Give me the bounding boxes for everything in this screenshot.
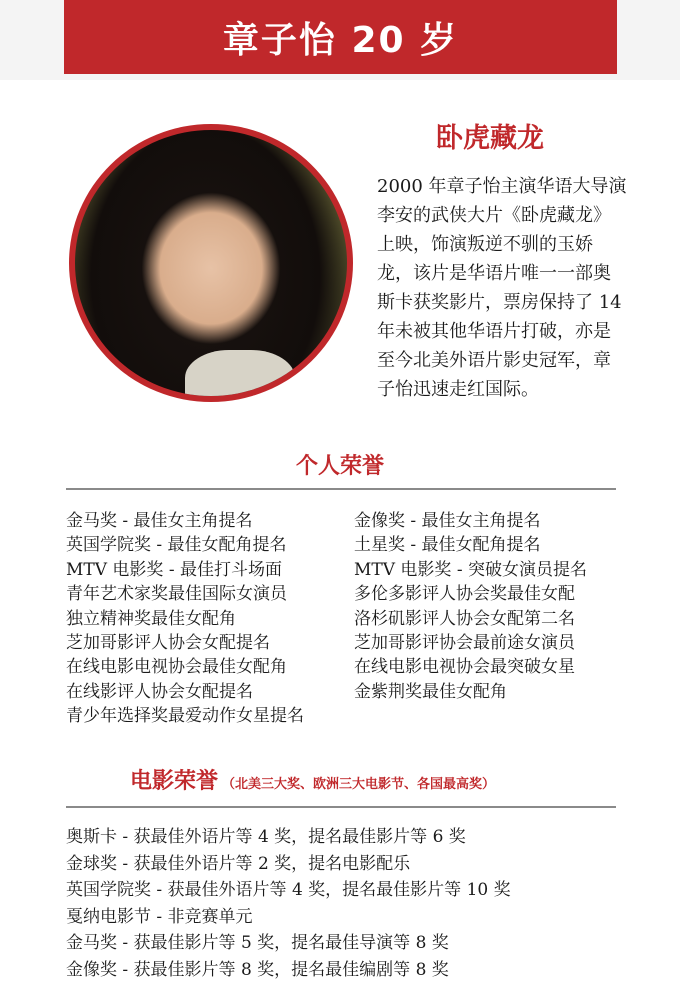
list-item: 多伦多影评人协会奖最佳女配 [354,582,587,606]
film-honors-list [66,824,511,983]
list-item: 青年艺术家奖最佳国际女演员 [66,582,304,606]
list-item: 金像奖 - 获最佳影片等 8 奖，提名最佳编剧等 8 奖 [66,957,511,983]
film-title: 卧虎藏龙 [380,116,600,155]
list-item: 戛纳电影节 - 非竞赛单元 [66,904,511,931]
film-honors-divider [66,806,616,808]
list-item: 土星奖 - 最佳女配角提名 [354,533,587,557]
film-honors-heading-group [130,764,495,795]
list-item: 在线电影电视协会最突破女星 [354,655,587,679]
list-item: 金马奖 - 最佳女主角提名 [66,509,304,533]
personal-honors-divider [66,488,616,490]
title-banner [64,0,617,74]
list-item: 在线电影电视协会最佳女配角 [66,655,304,679]
page-title: 章子怡 20 岁 [223,12,458,63]
list-item: 金紫荆奖最佳女配角 [354,680,587,704]
personal-honors-heading: 个人荣誉 [0,449,680,480]
list-item: 独立精神奖最佳女配角 [66,607,304,631]
list-item: MTV 电影奖 - 最佳打斗场面 [66,558,304,582]
list-item: 在线影评人协会女配提名 [66,680,304,704]
portrait-photo [69,124,353,402]
list-item: 金球奖 - 获最佳外语片等 2 奖，提名电影配乐 [66,851,511,878]
list-item: 英国学院奖 - 最佳女配角提名 [66,533,304,557]
list-item: 芝加哥影评人协会女配提名 [66,631,304,655]
film-honors-heading: 电影荣誉 [130,764,218,795]
personal-honors-left-list [66,509,304,729]
list-item: 青少年选择奖最爱动作女星提名 [66,704,304,728]
film-description: 2000 年章子怡主演华语大导演李安的武侠大片《卧虎藏龙》上映，饰演叛逆不驯的玉娇龙，该片是华语片唯一一部奥斯卡获奖影片，票房保持了 14 年未被其他华语片打破，亦是至今北美外语片影史冠军，章子怡迅速走红国际。 [377,172,627,404]
list-item: 芝加哥影评协会最前途女演员 [354,631,587,655]
list-item: 洛杉矶影评人协会女配第二名 [354,607,587,631]
list-item: 金像奖 - 最佳女主角提名 [354,509,587,533]
list-item: 奥斯卡 - 获最佳外语片等 4 奖，提名最佳影片等 6 奖 [66,824,511,851]
list-item: MTV 电影奖 - 突破女演员提名 [354,558,587,582]
portrait-collar [185,350,295,402]
film-honors-subheading: （北美三大奖、欧洲三大电影节、各国最高奖） [222,773,495,792]
list-item: 英国学院奖 - 获最佳外语片等 4 奖，提名最佳影片等 10 奖 [66,877,511,904]
list-item: 金马奖 - 获最佳影片等 5 奖，提名最佳导演等 8 奖 [66,930,511,957]
personal-honors-right-list [354,509,587,704]
